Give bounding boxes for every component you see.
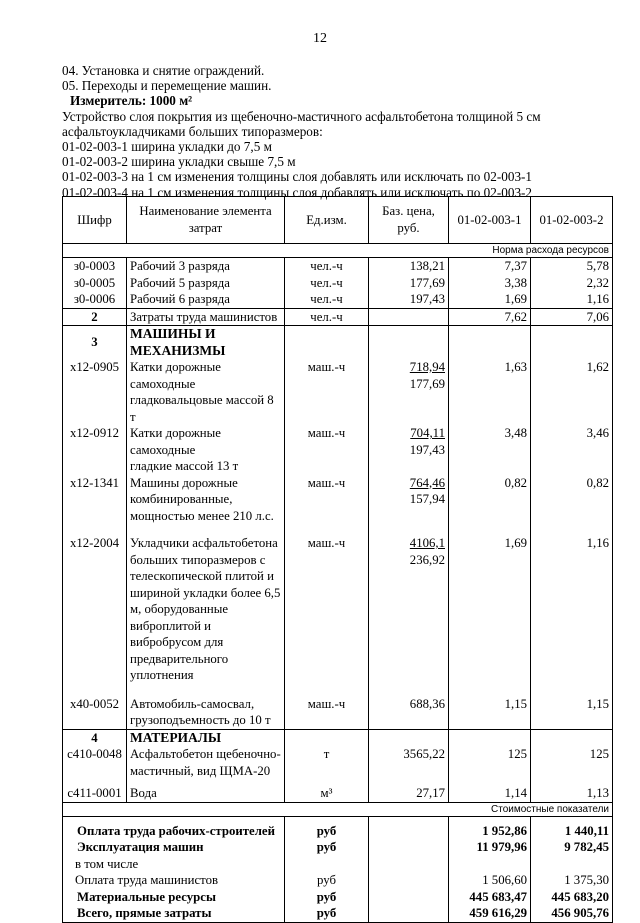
table-header — [63, 197, 613, 244]
summary-price — [369, 889, 449, 906]
row-value-2: 1,16 — [531, 291, 613, 308]
row-code: з0-0006 — [63, 291, 127, 308]
summary-unit: руб — [285, 872, 369, 889]
row-unit: чел.-ч — [285, 308, 369, 326]
row-price: 3565,22 — [369, 729, 449, 779]
summary-name: Оплата труда рабочих-строителей — [63, 816, 285, 839]
summary-value-2: 9 782,45 — [531, 839, 613, 856]
row-unit: маш.-ч — [285, 684, 369, 730]
summary-row — [63, 905, 613, 922]
table-row — [63, 291, 613, 308]
band-row — [63, 802, 613, 816]
row-value-2: 1,16 — [531, 524, 613, 684]
row-unit: маш.-ч — [285, 359, 369, 425]
table-row — [63, 779, 613, 802]
section-name: МАШИНЫ И МЕХАНИЗМЫ — [127, 326, 285, 360]
row-value-2 — [531, 326, 613, 360]
intro-line: 05. Переходы и перемещение машин. — [62, 78, 272, 94]
row-name: Укладчики асфальтобетона больших типоразмеров с телескопической плитой и шириной укладки более 6,5 м, оборудованные виброплитой и вибробрусом для предварительного уплотнения — [127, 524, 285, 684]
summary-unit: руб — [285, 905, 369, 922]
summary-price — [369, 816, 449, 839]
summary-row — [63, 816, 613, 839]
row-code: 4 с410-0048 — [63, 729, 127, 779]
row-unit: чел.-ч — [285, 258, 369, 275]
summary-name: Материальные ресурсы — [63, 889, 285, 906]
row-name: Катки дорожные самоходные гладковальцовые массой 8 т — [127, 359, 285, 425]
intro-item: 01-02-003-1 ширина укладки до 7,5 м — [62, 139, 272, 155]
section-name: Затраты труда машинистов — [127, 308, 285, 326]
row-value-1: 1,15 — [449, 684, 531, 730]
row-unit: маш.-ч — [285, 475, 369, 525]
summary-value-2: 1 440,11 — [531, 816, 613, 839]
summary-value-1 — [449, 856, 531, 873]
summary-row — [63, 839, 613, 856]
row-name: Вода — [127, 779, 285, 802]
summary-name: в том числе — [63, 856, 285, 873]
summary-name: Всего, прямые затраты — [63, 905, 285, 922]
row-unit: чел.-ч — [285, 291, 369, 308]
row-name: Рабочий 3 разряда — [127, 258, 285, 275]
table-row — [63, 684, 613, 730]
row-value-1: 3,48 — [449, 425, 531, 475]
row-unit: чел.-ч — [285, 275, 369, 292]
header-price: Баз. цена, руб. — [369, 197, 449, 244]
row-price: 704,11 197,43 — [369, 425, 449, 475]
summary-name: Эксплуатация машин — [63, 839, 285, 856]
row-name: МАТЕРИАЛЫ Асфальтобетон щебеночно- мастичный, вид ЩМА-20 — [127, 729, 285, 779]
band-label: Норма расхода ресурсов — [63, 244, 613, 258]
table-row — [63, 359, 613, 425]
band-label: Стоимостные показатели — [63, 802, 613, 816]
summary-value-1: 11 979,96 — [449, 839, 531, 856]
row-price — [369, 308, 449, 326]
summary-unit — [285, 856, 369, 873]
row-value-1 — [449, 326, 531, 360]
row-code: х12-0912 — [63, 425, 127, 475]
summary-value-2: 1 375,30 — [531, 872, 613, 889]
row-value-1: 7,37 — [449, 258, 531, 275]
row-price: 688,36 — [369, 684, 449, 730]
summary-value-2: 445 683,20 — [531, 889, 613, 906]
summary-price — [369, 839, 449, 856]
section-code: 3 — [63, 326, 127, 360]
row-code: х40-0052 — [63, 684, 127, 730]
row-value-1: 7,62 — [449, 308, 531, 326]
row-value-1: 1,69 — [449, 291, 531, 308]
summary-name: Оплата труда машинистов — [63, 872, 285, 889]
row-unit: м³ — [285, 779, 369, 802]
summary-value-1: 459 616,29 — [449, 905, 531, 922]
intro-description: Устройство слоя покрытия из щебеночно-мастичного асфальтобетона толщиной 5 см — [62, 108, 541, 124]
summary-price — [369, 905, 449, 922]
summary-unit: руб — [285, 816, 369, 839]
summary-value-1: 445 683,47 — [449, 889, 531, 906]
row-value-1: 1,69 — [449, 524, 531, 684]
summary-value-2 — [531, 856, 613, 873]
header-name: Наименование элемента затрат — [127, 197, 285, 244]
summary-unit: руб — [285, 839, 369, 856]
section-row — [63, 308, 613, 326]
section-row — [63, 326, 613, 360]
row-code: х12-2004 — [63, 524, 127, 684]
row-value-2: 7,06 — [531, 308, 613, 326]
row-price: 4106,1 236,92 — [369, 524, 449, 684]
table-row — [63, 258, 613, 275]
summary-unit: руб — [285, 889, 369, 906]
row-value-1: 3,38 — [449, 275, 531, 292]
section-code: 2 — [63, 308, 127, 326]
row-price: 138,21 — [369, 258, 449, 275]
row-code: х12-1341 — [63, 475, 127, 525]
row-value-1: 1,14 — [449, 779, 531, 802]
row-value-2: 1,13 — [531, 779, 613, 802]
table-row — [63, 524, 613, 684]
intro-line: 04. Установка и снятие ограждений. — [62, 63, 265, 78]
row-price: 764,46 157,94 — [369, 475, 449, 525]
row-name: Рабочий 6 разряда — [127, 291, 285, 308]
summary-row — [63, 872, 613, 889]
summary-row — [63, 889, 613, 906]
row-price: 197,43 — [369, 291, 449, 308]
row-name: Машины дорожные комбинированные, мощностью менее 210 л.с. — [127, 475, 285, 525]
header-unit: Ед.изм. — [285, 197, 369, 244]
intro-block — [62, 63, 622, 200]
row-price: 177,69 — [369, 275, 449, 292]
row-code: з0-0005 — [63, 275, 127, 292]
row-code: с411-0001 — [63, 779, 127, 802]
summary-price — [369, 872, 449, 889]
row-value-1: 0,82 — [449, 475, 531, 525]
row-value-1: 125 — [449, 729, 531, 779]
row-value-2: 1,15 — [531, 684, 613, 730]
summary-value-1: 1 506,60 — [449, 872, 531, 889]
row-name: Рабочий 5 разряда — [127, 275, 285, 292]
row-value-2: 0,82 — [531, 475, 613, 525]
row-unit — [285, 326, 369, 360]
page-number: 12 — [313, 31, 327, 46]
header-code: Шифр — [63, 197, 127, 244]
row-code: з0-0003 — [63, 258, 127, 275]
summary-value-2: 456 905,76 — [531, 905, 613, 922]
row-name: Автомобиль-самосвал, грузоподъемность до 10 т — [127, 684, 285, 730]
intro-item: 01-02-003-4 на 1 см изменения толщины слоя добавлять или исключать по 02-003-2 — [62, 184, 533, 200]
row-value-2: 5,78 — [531, 258, 613, 275]
measure-unit: Измеритель: 1000 м² — [70, 93, 193, 109]
row-code: х12-0905 — [63, 359, 127, 425]
table-row — [63, 475, 613, 525]
row-unit: маш.-ч — [285, 425, 369, 475]
band-row — [63, 244, 613, 258]
row-price: 718,94 177,69 — [369, 359, 449, 425]
table-row — [63, 275, 613, 292]
summary-value-1: 1 952,86 — [449, 816, 531, 839]
intro-description: асфальтоукладчиками больших типоразмеров: — [62, 123, 323, 139]
row-value-2: 1,62 — [531, 359, 613, 425]
row-name: Катки дорожные самоходные гладкие массой 13 т — [127, 425, 285, 475]
row-value-2: 2,32 — [531, 275, 613, 292]
row-value-2: 3,46 — [531, 425, 613, 475]
row-unit: т — [285, 729, 369, 779]
resource-table — [62, 196, 613, 923]
row-unit: маш.-ч — [285, 524, 369, 684]
table-row — [63, 729, 613, 779]
row-value-2: 125 — [531, 729, 613, 779]
table-row — [63, 425, 613, 475]
row-price: 27,17 — [369, 779, 449, 802]
intro-item: 01-02-003-3 на 1 см изменения толщины слоя добавлять или исключать по 02-003-1 — [62, 169, 533, 185]
row-price — [369, 326, 449, 360]
row-value-1: 1,63 — [449, 359, 531, 425]
header-col2: 01-02-003-2 — [531, 197, 613, 244]
header-col1: 01-02-003-1 — [449, 197, 531, 244]
intro-item: 01-02-003-2 ширина укладки свыше 7,5 м — [62, 154, 296, 170]
summary-row — [63, 856, 613, 873]
summary-price — [369, 856, 449, 873]
